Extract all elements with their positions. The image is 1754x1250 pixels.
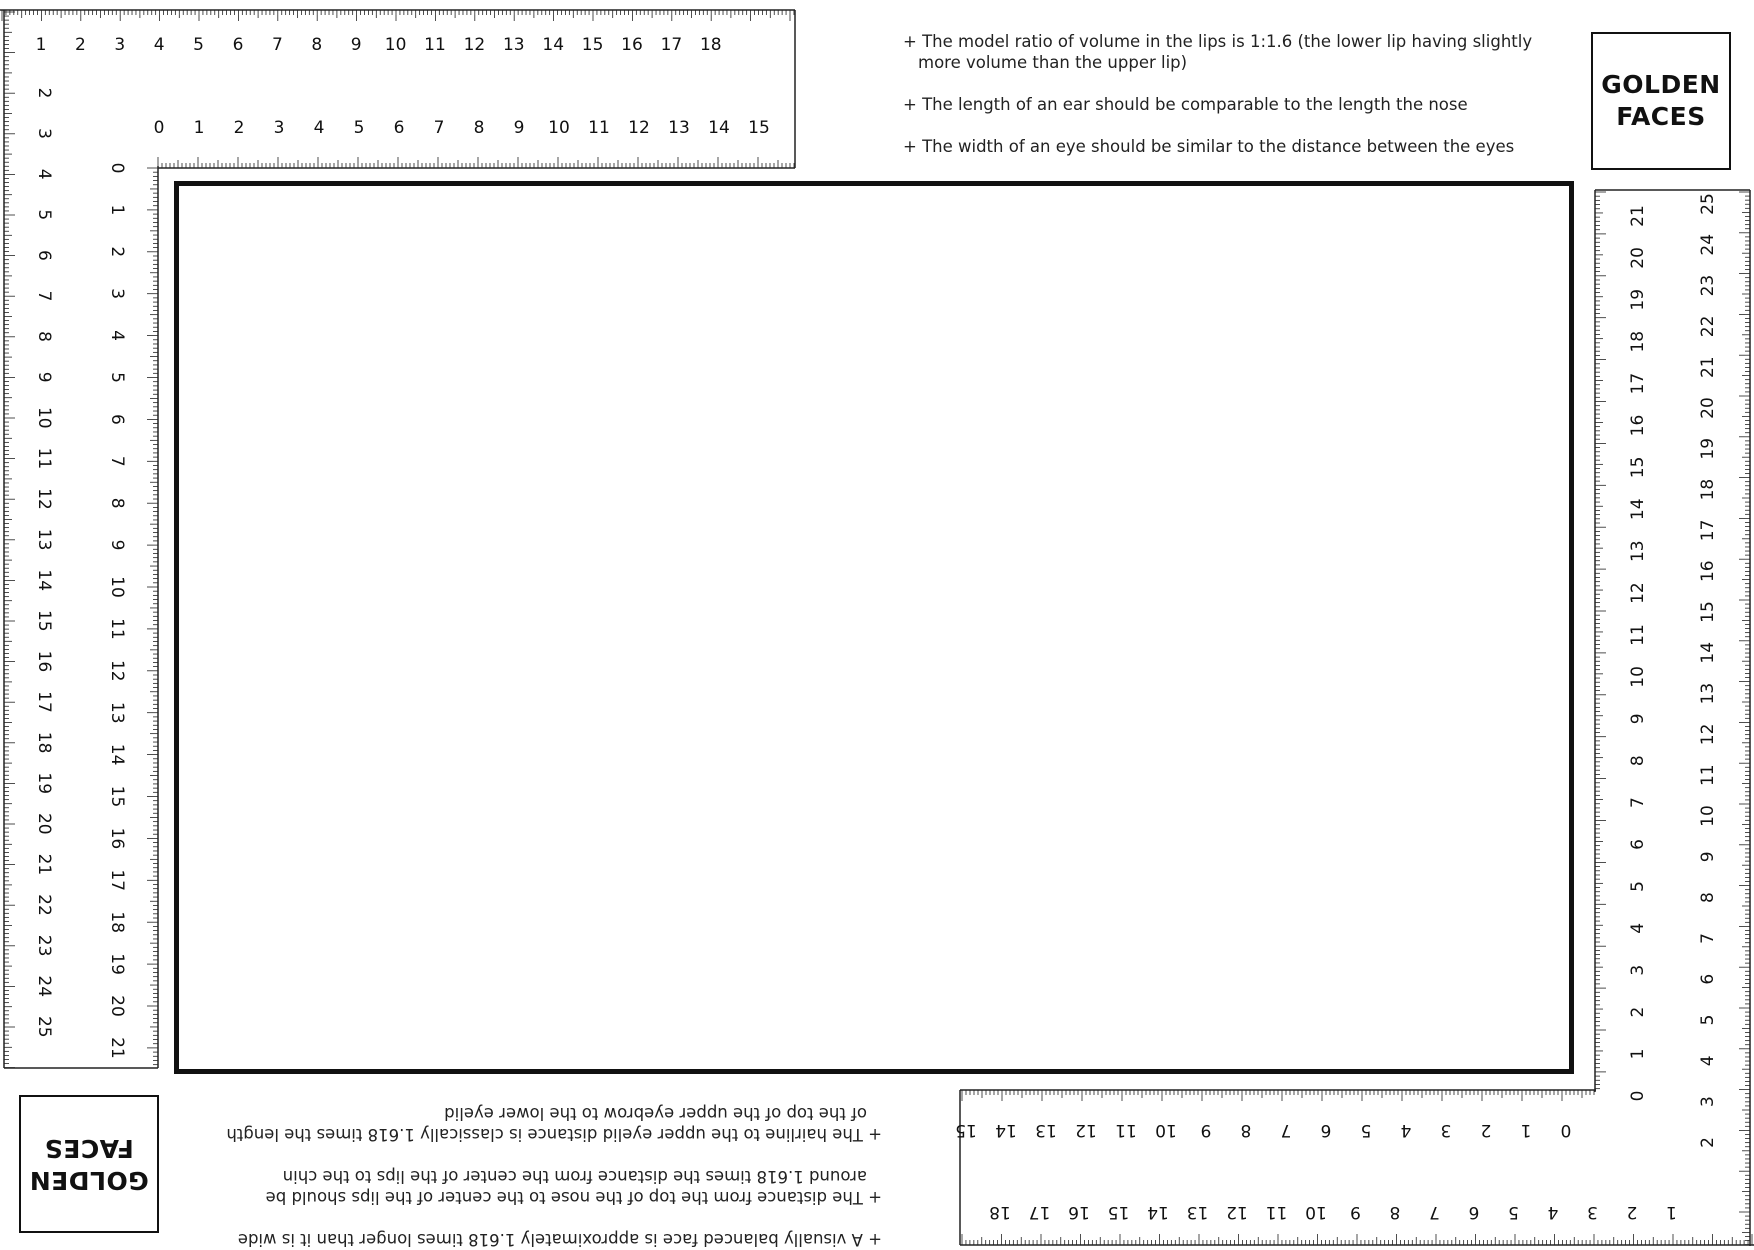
right-outer-tick-label: 18: [1698, 478, 1718, 501]
left-inner-tick-label: 20: [107, 995, 127, 1017]
top-outer-tick-label: 1: [35, 35, 47, 55]
top-outer-tick-label: 18: [699, 35, 722, 55]
top-outer-tick-label: 6: [232, 35, 244, 55]
right-outer-tick-label: 3: [1698, 1096, 1718, 1108]
bottom-inner-tick-label: 13: [1035, 1120, 1057, 1140]
bottom-outer-tick-label: 6: [1468, 1202, 1480, 1222]
left-outer-tick-label: 9: [34, 371, 54, 383]
right-outer-tick-label: 24: [1698, 233, 1718, 256]
top-inner-tick-label: 8: [473, 118, 485, 138]
left-outer-tick-label: 16: [34, 650, 54, 673]
left-outer-tick-label: 14: [34, 569, 54, 592]
bottom-outer-tick-label: 13: [1186, 1202, 1209, 1222]
note-hairline-eyelid: + The hairline to the upper eyelid distance is classically 1.618 times the length of the top of the upper eyebrow to the lower eyelid: [226, 1104, 882, 1144]
golden-faces-logo-inverted: [19, 1095, 159, 1233]
top-outer-tick-label: 7: [271, 35, 283, 55]
bottom-outer-tick-label: 8: [1389, 1202, 1401, 1222]
right-inner-tick-label: 19: [1628, 288, 1648, 311]
left-inner-tick-label: 8: [107, 497, 127, 509]
right-inner-tick-label: 11: [1628, 624, 1648, 646]
top-outer-tick-label: 15: [581, 35, 604, 55]
left-outer-tick-label: 23: [34, 934, 54, 957]
logo-line1: GOLDEN: [1601, 70, 1721, 99]
note-lips-ratio: + The model ratio of volume in the lips is 1:1.6 (the lower lip having slightly more volume than the upper lip): [903, 32, 1533, 72]
top-inner-tick-label: 2: [233, 118, 245, 138]
bottom-outer-tick-label: 18: [989, 1202, 1011, 1222]
left-inner-tick-label: 11: [107, 618, 127, 640]
left-outer-tick-label: 11: [34, 447, 54, 470]
right-outer-tick-label: 15: [1698, 601, 1718, 623]
left-outer-tick-label: 7: [34, 290, 54, 302]
left-outer-tick-label: 8: [34, 331, 54, 343]
right-inner-tick-label: 21: [1628, 205, 1648, 227]
left-outer-tick-label: 24: [34, 975, 54, 998]
left-inner-tick-label: 10: [107, 576, 127, 598]
right-outer-tick-label: 13: [1698, 682, 1718, 705]
left-inner-tick-label: 15: [107, 785, 127, 808]
right-inner-tick-label: 4: [1628, 922, 1648, 934]
left-inner-tick-label: 6: [107, 413, 127, 425]
bottom-inner-tick-label: 4: [1400, 1120, 1412, 1140]
bottom-outer-tick-label: 14: [1147, 1202, 1169, 1222]
left-inner-tick-label: 19: [107, 953, 127, 975]
top-inner-tick-label: 5: [353, 118, 365, 138]
left-outer-tick-label: 19: [34, 772, 54, 795]
top-inner-tick-label: 10: [548, 118, 570, 138]
right-inner-tick-label: 2: [1628, 1006, 1648, 1018]
bottom-inner-tick-label: 9: [1200, 1120, 1212, 1140]
left-inner-tick-label: 9: [107, 539, 127, 551]
right-inner-tick-label: 10: [1628, 666, 1648, 688]
left-inner-tick-label: 16: [107, 827, 127, 850]
top-inner-tick-label: 6: [393, 118, 405, 138]
left-inner-tick-label: 0: [107, 162, 127, 174]
top-outer-tick-label: 2: [74, 35, 86, 55]
top-outer-tick-label: 9: [350, 35, 362, 55]
drawing-frame[interactable]: [174, 181, 1574, 1074]
left-outer-tick-label: 22: [34, 894, 54, 916]
right-inner-tick-label: 3: [1628, 964, 1648, 976]
bottom-outer-tick-label: 2: [1626, 1202, 1638, 1222]
golden-faces-logo: [1591, 32, 1731, 170]
top-inner-tick-label: 14: [708, 118, 730, 138]
left-inner-tick-label: 1: [107, 204, 127, 216]
bottom-inner-tick-label: 10: [1155, 1120, 1177, 1140]
right-inner-tick-label: 8: [1628, 755, 1648, 767]
right-outer-tick-label: 10: [1698, 805, 1718, 827]
top-outer-tick-label: 3: [114, 35, 126, 55]
left-outer-tick-label: 4: [34, 168, 54, 180]
right-outer-tick-label: 22: [1698, 315, 1718, 338]
left-outer-tick-label: 2: [34, 87, 54, 99]
left-outer-tick-label: 21: [34, 853, 54, 876]
right-outer-tick-label: 23: [1698, 274, 1718, 297]
right-outer-tick-label: 17: [1698, 519, 1718, 542]
right-inner-tick-label: 13: [1628, 540, 1648, 563]
right-inner-tick-label: 1: [1628, 1048, 1648, 1060]
right-outer-tick-label: 16: [1698, 560, 1718, 583]
logo-line2-inverted: FACES: [44, 1134, 134, 1163]
right-inner-tick-label: 20: [1628, 247, 1648, 269]
left-outer-tick-label: 5: [34, 209, 54, 221]
right-inner-tick-label: 16: [1628, 414, 1648, 437]
bottom-outer-tick-label: 10: [1305, 1202, 1327, 1222]
left-outer-tick-label: 25: [34, 1015, 54, 1038]
bottom-outer-tick-label: 17: [1028, 1202, 1051, 1222]
bottom-inner-tick-label: 7: [1280, 1120, 1292, 1140]
right-outer-tick-label: 5: [1698, 1014, 1718, 1026]
left-inner-tick-label: 3: [107, 288, 127, 300]
left-inner-tick-label: 12: [107, 659, 127, 682]
right-outer-tick-label: 6: [1698, 973, 1718, 985]
right-outer-tick-label: 14: [1698, 641, 1718, 664]
top-outer-tick-label: 17: [660, 35, 683, 55]
left-outer-tick-label: 17: [34, 691, 54, 713]
left-outer-tick-label: 13: [34, 528, 54, 551]
bottom-outer-tick-label: 3: [1587, 1202, 1598, 1222]
left-outer-tick-label: 18: [34, 731, 54, 754]
top-outer-tick-label: 11: [424, 35, 446, 55]
left-ruler: [0, 0, 165, 1075]
left-outer-tick-label: 6: [34, 249, 54, 261]
bottom-outer-tick-label: 4: [1547, 1202, 1559, 1222]
note-nose-lips-chin: + The distance from the top of the nose to the center of the lips should be around 1.618 times the distance from the center of the lips to the chin: [265, 1167, 882, 1207]
top-outer-tick-label: 4: [153, 35, 165, 55]
bottom-inner-tick-label: 5: [1360, 1120, 1372, 1140]
top-inner-tick-label: 0: [153, 118, 165, 138]
top-inner-tick-label: 7: [433, 118, 445, 138]
left-outer-tick-label: 10: [34, 406, 54, 429]
right-outer-tick-label: 20: [1698, 397, 1718, 419]
note-face-ratio: + A visually balanced face is approximately 1.618 times longer than it is wide: [237, 1230, 882, 1249]
bottom-outer-tick-label: 7: [1429, 1202, 1440, 1222]
top-inner-tick-label: 3: [273, 118, 285, 138]
logo-line2: FACES: [1616, 102, 1706, 131]
top-outer-tick-label: 5: [193, 35, 205, 55]
left-inner-tick-label: 5: [107, 372, 127, 383]
bottom-outer-tick-label: 11: [1265, 1202, 1288, 1222]
top-inner-tick-label: 9: [513, 118, 525, 138]
right-outer-tick-label: 12: [1698, 723, 1718, 746]
top-inner-tick-label: 4: [313, 118, 325, 138]
bottom-inner-tick-label: 8: [1240, 1120, 1252, 1140]
right-inner-tick-label: 14: [1628, 498, 1648, 521]
note-ear-length: + The length of an ear should be comparable to the length the nose: [903, 95, 1468, 114]
top-inner-tick-label: 11: [588, 118, 610, 138]
left-outer-tick-label: 3: [34, 128, 54, 140]
left-outer-tick-label: 12: [34, 488, 54, 510]
top-outer-tick-label: 12: [463, 35, 486, 55]
right-outer-tick-label: 8: [1698, 892, 1718, 904]
bottom-outer-tick-label: 1: [1666, 1202, 1677, 1222]
top-inner-tick-label: 13: [668, 118, 690, 138]
left-inner-tick-label: 21: [107, 1037, 127, 1059]
left-inner-tick-label: 14: [107, 743, 127, 766]
proportion-notes-top: [903, 31, 1553, 178]
top-inner-tick-label: 15: [748, 118, 770, 138]
right-outer-tick-label: 4: [1698, 1055, 1718, 1067]
logo-line1-inverted: GOLDEN: [29, 1166, 149, 1195]
bottom-outer-tick-label: 12: [1226, 1202, 1248, 1222]
right-outer-tick-label: 21: [1698, 356, 1718, 379]
left-inner-tick-label: 4: [107, 330, 127, 342]
top-outer-tick-label: 8: [311, 35, 323, 55]
left-inner-tick-label: 13: [107, 701, 127, 724]
top-outer-tick-label: 16: [621, 35, 643, 55]
right-inner-tick-label: 17: [1628, 372, 1648, 395]
bottom-outer-tick-label: 15: [1107, 1202, 1130, 1222]
bottom-inner-tick-label: 0: [1560, 1120, 1572, 1140]
bottom-outer-tick-label: 5: [1508, 1202, 1519, 1222]
left-inner-tick-label: 17: [107, 869, 127, 892]
right-inner-tick-label: 9: [1628, 713, 1648, 725]
proportion-notes-bottom: [222, 1082, 882, 1250]
right-inner-tick-label: 5: [1628, 880, 1648, 892]
top-outer-tick-label: 10: [384, 35, 407, 55]
right-inner-tick-label: 7: [1628, 797, 1648, 809]
bottom-inner-tick-label: 15: [955, 1120, 977, 1140]
left-inner-tick-label: 7: [107, 455, 127, 467]
bottom-inner-tick-label: 12: [1075, 1120, 1097, 1140]
right-outer-tick-label: 9: [1698, 851, 1718, 863]
right-inner-tick-label: 12: [1628, 582, 1648, 604]
bottom-inner-tick-label: 11: [1115, 1120, 1137, 1140]
bottom-outer-tick-label: 16: [1068, 1202, 1090, 1222]
right-inner-tick-label: 0: [1628, 1090, 1648, 1102]
bottom-inner-tick-label: 3: [1440, 1120, 1452, 1140]
right-inner-tick-label: 15: [1628, 456, 1648, 479]
right-inner-tick-label: 18: [1628, 330, 1648, 353]
top-outer-tick-label: 13: [502, 35, 525, 55]
right-outer-tick-label: 11: [1698, 764, 1718, 787]
left-outer-tick-label: 20: [34, 812, 54, 835]
bottom-outer-tick-label: 9: [1350, 1202, 1361, 1222]
right-outer-tick-label: 7: [1698, 932, 1718, 944]
bottom-inner-tick-label: 2: [1480, 1120, 1492, 1140]
right-inner-tick-label: 6: [1628, 839, 1648, 850]
left-outer-tick-label: 15: [34, 609, 54, 632]
top-outer-tick-label: 14: [542, 35, 565, 55]
right-outer-tick-label: 2: [1698, 1136, 1718, 1148]
left-inner-tick-label: 18: [107, 911, 127, 934]
right-outer-tick-label: 25: [1698, 193, 1718, 215]
bottom-inner-tick-label: 14: [995, 1120, 1017, 1140]
bottom-inner-tick-label: 6: [1320, 1120, 1332, 1140]
top-inner-tick-label: 12: [628, 118, 650, 138]
note-eye-width: + The width of an eye should be similar to the distance between the eyes: [903, 137, 1515, 156]
right-outer-tick-label: 19: [1698, 437, 1718, 460]
bottom-inner-tick-label: 1: [1520, 1120, 1532, 1140]
top-inner-tick-label: 1: [193, 118, 205, 138]
left-inner-tick-label: 2: [107, 246, 127, 258]
bottom-ruler: [955, 1085, 1754, 1250]
